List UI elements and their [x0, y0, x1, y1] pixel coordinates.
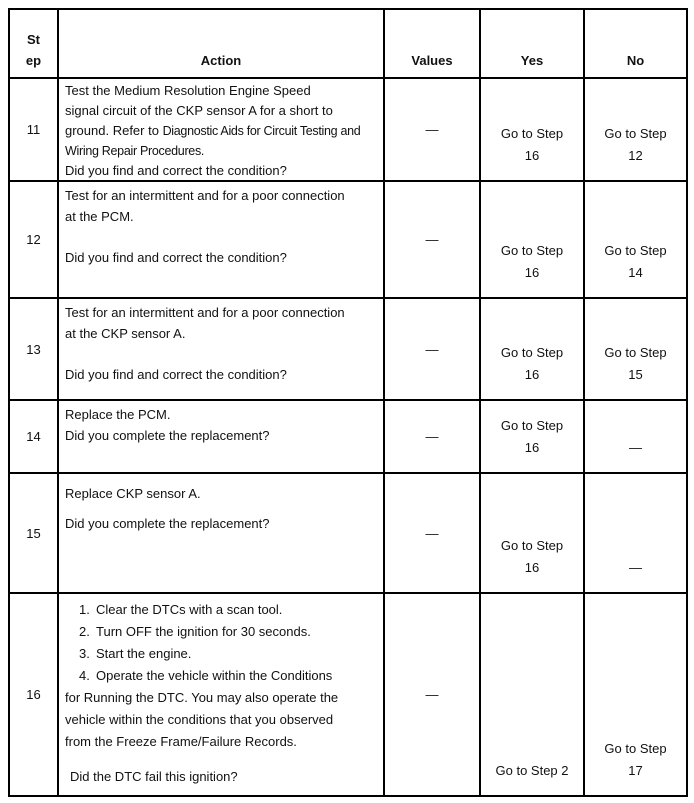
action-cell — [59, 299, 385, 399]
action-cell — [59, 182, 385, 297]
action-line: Test for an intermittent and for a poor connection — [65, 305, 345, 320]
goto-line: Go to Step — [500, 418, 564, 433]
values-cell: — — [385, 182, 481, 297]
table-row-step-13 — [10, 299, 686, 401]
list-text: Operate the vehicle within the Conditions — [96, 668, 333, 683]
goto-line: Go to Step — [500, 538, 564, 553]
diagnostic-table — [8, 8, 688, 797]
list-text: Start the engine. — [96, 646, 192, 661]
action-line: signal circuit of the CKP sensor A for a short to — [65, 103, 333, 118]
step-header-line2: ep — [25, 53, 42, 68]
yes-cell — [481, 594, 585, 795]
col-header-no — [585, 10, 686, 77]
action-line: Test for an intermittent and for a poor connection — [65, 188, 345, 203]
no-cell — [585, 299, 686, 399]
goto-line: Go to Step — [500, 243, 564, 258]
list-item — [65, 621, 382, 643]
step-number: 14 — [10, 401, 59, 472]
table-row-step-15 — [10, 474, 686, 594]
step-number: 11 — [10, 79, 59, 180]
col-header-action — [59, 10, 385, 77]
action-line: from the Freeze Frame/Failure Records. — [65, 734, 297, 749]
yes-cell — [481, 401, 585, 472]
action-line: at the PCM. — [65, 209, 134, 224]
values-cell: — — [385, 79, 481, 180]
yes-header-label: Yes — [520, 53, 544, 68]
action-cell — [59, 79, 385, 180]
goto-line: 14 — [628, 265, 643, 280]
action-line: at the CKP sensor A. — [65, 326, 186, 341]
list-item — [65, 643, 382, 665]
goto-line: 16 — [524, 367, 540, 382]
goto-line: Go to Step — [604, 126, 667, 141]
goto-line: 15 — [628, 367, 643, 382]
em-dash: — — [629, 440, 642, 455]
table-row-step-12 — [10, 182, 686, 299]
step-number: 12 — [10, 182, 59, 297]
yes-cell — [481, 182, 585, 297]
goto-line: Go to Step 2 — [495, 763, 569, 778]
no-cell — [585, 594, 686, 795]
step-number: 13 — [10, 299, 59, 399]
action-line: for Running the DTC. You may also operate the — [65, 690, 339, 705]
step-number: 15 — [10, 474, 59, 592]
values-header-label: Values — [411, 53, 453, 68]
question-line: Did you find and correct the condition? — [65, 367, 287, 382]
action-cell — [59, 474, 385, 592]
goto-line: Go to Step — [500, 126, 564, 141]
col-header-step-label — [26, 29, 41, 71]
action-line — [65, 121, 382, 141]
table-row-step-14 — [10, 401, 686, 474]
col-header-values — [385, 10, 481, 77]
goto-line: Go to Step — [604, 741, 667, 756]
goto-line: 16 — [524, 148, 540, 163]
yes-cell — [481, 474, 585, 592]
yes-cell — [481, 79, 585, 180]
question-line: Did you complete the replacement? — [65, 428, 270, 443]
list-number: 2. — [79, 624, 90, 639]
action-line — [65, 141, 382, 161]
action-line: Replace CKP sensor A. — [65, 486, 201, 501]
list-item — [65, 599, 382, 621]
table-row-step-16 — [10, 594, 686, 795]
list-number: 1. — [79, 602, 90, 617]
action-header-label: Action — [200, 53, 242, 68]
col-header-yes — [481, 10, 585, 77]
list-item — [65, 665, 382, 687]
question-line: Did you complete the replacement? — [65, 516, 270, 531]
table-row-step-11 — [10, 79, 686, 182]
action-line: Test the Medium Resolution Engine Speed — [65, 83, 311, 98]
goto-line: 12 — [628, 148, 643, 163]
no-cell — [585, 182, 686, 297]
action-cell — [59, 401, 385, 472]
goto-line: Go to Step — [604, 243, 667, 258]
goto-line: Go to Step — [604, 345, 667, 360]
yes-cell — [481, 299, 585, 399]
no-cell — [585, 474, 686, 592]
action-line: vehicle within the conditions that you observed — [65, 712, 334, 727]
list-text: Turn OFF the ignition for 30 seconds. — [96, 624, 311, 639]
goto-line: 16 — [524, 265, 540, 280]
goto-line: 16 — [524, 560, 540, 575]
no-cell — [585, 401, 686, 472]
refer-prefix: ground. Refer to — [65, 123, 163, 138]
question-line: Did you find and correct the condition? — [65, 250, 287, 265]
values-cell: — — [385, 594, 481, 795]
action-cell — [59, 594, 385, 795]
no-cell — [585, 79, 686, 180]
values-cell: — — [385, 299, 481, 399]
reference-link: Wiring Repair Procedures. — [65, 144, 205, 158]
col-header-step — [10, 10, 59, 77]
values-cell: — — [385, 401, 481, 472]
values-cell: — — [385, 474, 481, 592]
list-number: 3. — [79, 646, 90, 661]
no-header-label: No — [626, 53, 645, 68]
reference-link: Diagnostic Aids for Circuit Testing and — [162, 124, 361, 138]
question-line: Did the DTC fail this ignition? — [70, 769, 238, 784]
question-line: Did you find and correct the condition? — [65, 163, 287, 178]
table-header-row — [10, 10, 686, 79]
list-text: Clear the DTCs with a scan tool. — [96, 602, 283, 617]
step-number: 16 — [10, 594, 59, 795]
action-line: Replace the PCM. — [65, 407, 171, 422]
goto-line: Go to Step — [500, 345, 564, 360]
goto-line: 16 — [524, 440, 540, 455]
em-dash: — — [629, 560, 642, 575]
step-header-line1: St — [26, 32, 40, 47]
list-number: 4. — [79, 668, 90, 683]
goto-line: 17 — [628, 763, 643, 778]
